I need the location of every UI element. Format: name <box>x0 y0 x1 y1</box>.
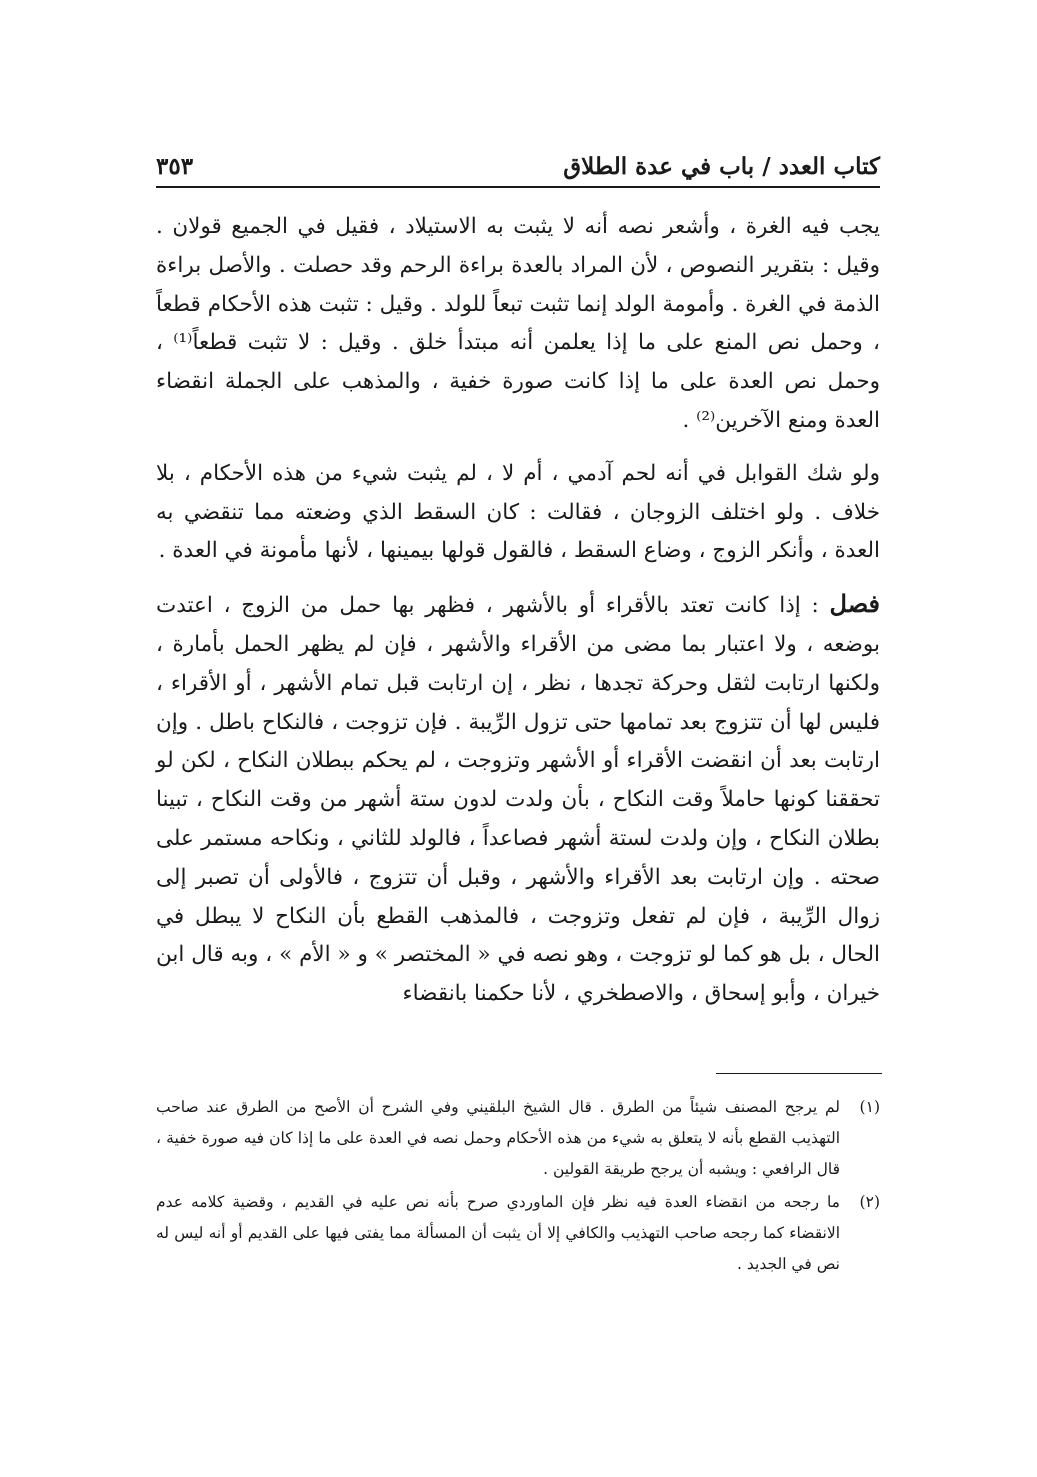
footnote-text: لم يرجح المصنف شيئاً من الطرق . قال الشيخ البلقيني وفي الشرح أن الأصح من الطرق عند صاحب التهذيب القطع بأنه لا يتعلق به شيء من هذه الأحكام وحمل نصه في العدة على ما إذا كان فيه صورة خفية ، قال الرافعي : ويشبه أن يرجح طريقة القولين . <box>156 1098 840 1178</box>
footnote-number: (٢) <box>859 1193 880 1211</box>
main-text <box>156 208 880 1014</box>
section-heading-fasl: فصل <box>829 589 880 619</box>
footnote-2 <box>156 1187 880 1280</box>
page-number: ٣٥٣ <box>156 153 194 180</box>
footnote-text: ما رجحه من انقضاء العدة فيه نظر فإن الماوردي صرح بأنه نص عليه في القديم ، وقضية كلامه عدم الانقضاء كما رجحه صاحب التهذيب والكافي إلا أن يثبت أن المسألة مما يفتى فيها على القديم أو أنه ليس له نص في الجديد . <box>156 1193 840 1273</box>
running-title: كتاب العدد / باب في عدة الطلاق <box>563 153 880 180</box>
paragraph-3 <box>156 585 880 1014</box>
page-header <box>156 140 880 188</box>
paragraph-1: يجب فيه الغرة ، وأشعر نصه أنه لا يثبت به الاستيلاد ، فقيل في الجميع قولان . وقيل : بتقرير النصوص ، لأن المراد بالعدة براءة الرحم وقد حصلت . والأصل براءة الذمة في الغرة . وأمومة الولد إنما تثبت تبعاً للولد . وقيل : تثبت هذه الأحكام قطعاً ، وحمل نص المنع على ما إذا يعلمن أنه مبتدأ خلق . وقيل : لا تثبت قطعاً⁽¹⁾ ، وحمل نص العدة على ما إذا كانت صورة خفية ، والمذهب على الجملة انقضاء العدة ومنع الآخرين⁽²⁾ . <box>156 214 881 433</box>
footnote-1 <box>156 1092 880 1185</box>
footnote-number: (١) <box>859 1098 880 1116</box>
footnote-separator <box>716 1073 882 1074</box>
paragraph-2: ولو شك القوابل في أنه لحم آدمي ، أم لا ، لم يثبت شيء من هذه الأحكام ، بلا خلاف . ولو اختلف الزوجان ، فقالت : كان السقط الذي وضعته مما تنقضي به العدة ، وأنكر الزوج ، وضاع السقط ، فالقول قولها بيمينها ، لأنها مأمونة في العدة . <box>156 460 880 564</box>
paragraph-3-text: : إذا كانت تعتد بالأقراء أو بالأشهر ، فظهر بها حمل من الزوج ، اعتدت بوضعه ، ولا اعتبار بما مضى من الأقراء والأشهر ، فإن لم يظهر الحمل بأمارة ، ولكنها ارتابت لثقل وحركة تجدها ، نظر ، إن ارتابت قبل تمام الأشهر ، أو الأقراء ، فليس لها أن تتزوج بعد تمامها حتى تزول الرِّيبة . فإن تزوجت ، فالنكاح باطل . وإن ارتابت بعد أن انقضت الأقراء أو الأشهر وتزوجت ، لم يحكم ببطلان النكاح ، لكن لو تحققنا كونها حاملاً وقت النكاح ، بأن ولدت لدون ستة أشهر من وقت النكاح ، تبينا بطلان النكاح ، وإن ولدت لستة أشهر فصاعداً ، فالولد للثاني ، ونكاحه مستمر على صحته . وإن ارتابت بعد الأقراء والأشهر ، وقبل أن تتزوج ، فالأولى أن تصبر إلى زوال الرِّيبة ، فإن لم تفعل وتزوجت ، فالمذهب القطع بأن النكاح لا يبطل في الحال ، بل هو كما لو تزوجت ، وهو نصه في « المختصر » و « الأم » ، وبه قال ابن خيران ، وأبو إسحاق ، والاصطخري ، لأنا حكمنا بانقضاء <box>156 593 880 1007</box>
footnotes <box>156 1092 880 1282</box>
